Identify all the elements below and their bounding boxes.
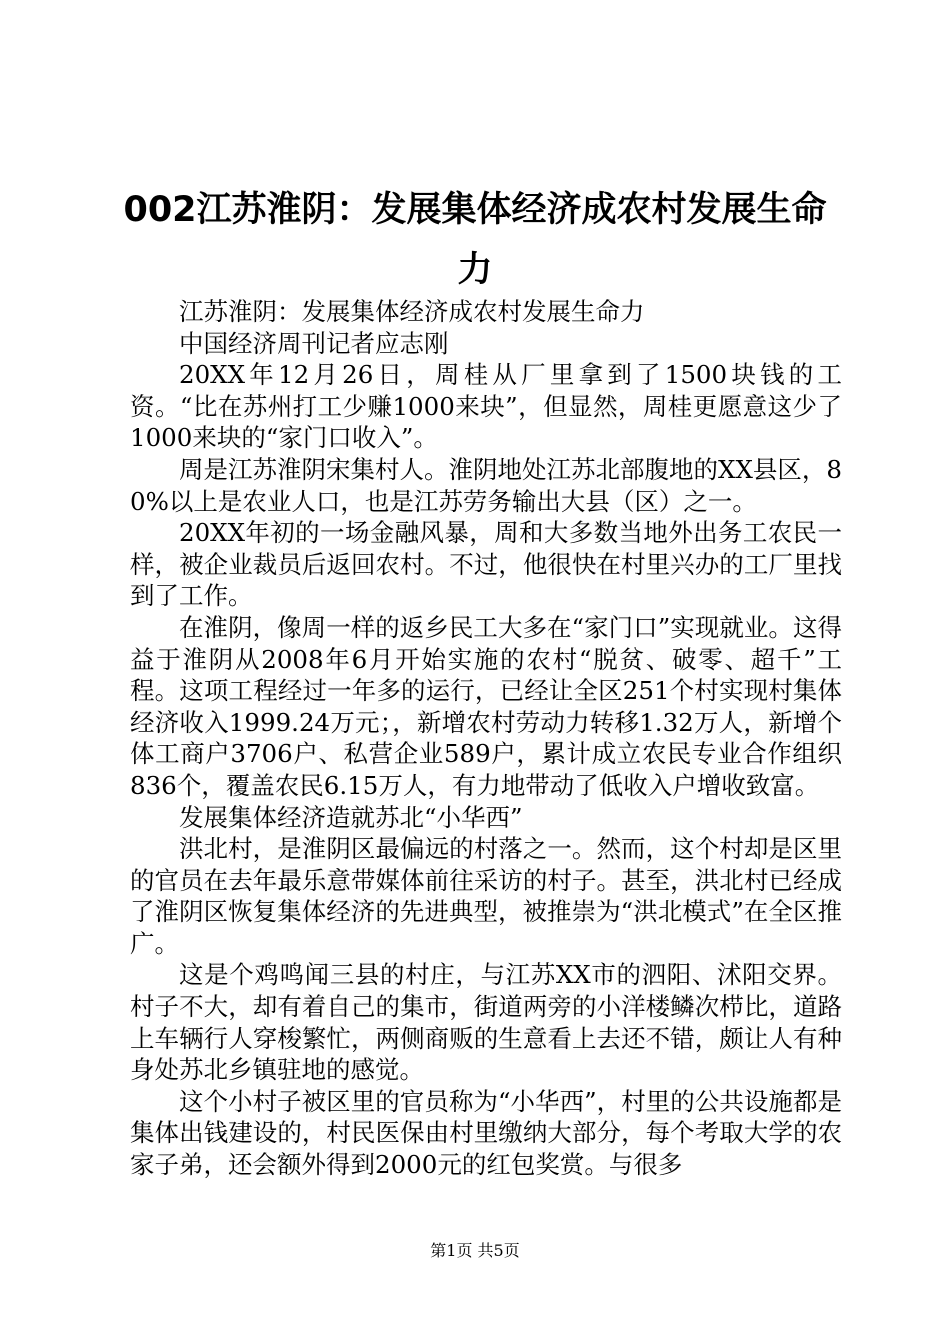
body-paragraph: 这个小村子被区里的官员称为“小华西”，村里的公共设施都是集体出钱建设的，村民医保由村里缴纳大部分，每个考取大学的农家子弟，还会额外得到2000元的红包奖赏。与很多 (130, 1086, 842, 1180)
page-number: 第1页 共5页 (430, 1241, 520, 1260)
body-paragraph: 在淮阴，像周一样的返乡民工大多在“家门口”实现就业。这得益于淮阴从2008年6月开始实施的农村“脱贫、破零、超千”工程。这项工程经过一年多的运行，已经让全区251个村实现村集体经济收入1999.24万元；，新增农村劳动力转移1.32万人，新增个体工商户3706户、私营企业589户，累计成立农民专业合作组织836个，覆盖农民6.15万人，有力地带动了低收入户增收致富。 (130, 612, 842, 800)
body-paragraph: 江苏淮阴：发展集体经济成农村发展生命力 (179, 297, 645, 326)
body-paragraph: 洪北村，是淮阴区最偏远的村落之一。然而，这个村却是区里的官员在去年最乐意带媒体前往采访的村子。甚至，洪北村已经成了淮阴区恢复集体经济的先进典型，被推崇为“洪北模式”在全区推广。 (130, 834, 842, 958)
document-title: 002江苏淮阴：发展集体经济成农村发展生命力 (123, 190, 827, 290)
section-heading: 发展集体经济造就苏北“小华西” (179, 802, 523, 832)
body-paragraph: 20XX年初的一场金融风暴，周和大多数当地外出务工农民一样，被企业裁员后返回农村。不过，他很快在村里兴办的工厂里找到了工作。 (130, 518, 842, 611)
body-paragraph: 这是个鸡鸣闻三县的村庄，与江苏XX市的泗阳、沭阳交界。村子不大，却有着自己的集市，街道两旁的小洋楼鳞次栉比，道路上车辆行人穿梭繁忙，两侧商贩的生意看上去还不错，颇让人有种身处苏北乡镇驻地的感觉。 (130, 960, 842, 1085)
body-paragraph: 周是江苏淮阴宋集村人。淮阴地处江苏北部腹地的XX县区，80%以上是农业人口，也是江苏劳务输出大县（区）之一。 (130, 454, 842, 516)
body-paragraph: 中国经济周刊记者应志刚 (179, 328, 449, 358)
body-paragraph: 20XX年12月26日，周桂从厂里拿到了1500块钱的工资。“比在苏州打工少赚1000来块”，但显然，周桂更愿意这少了1000来块的“家门口收入”。 (130, 360, 842, 453)
document-body (130, 296, 842, 1181)
